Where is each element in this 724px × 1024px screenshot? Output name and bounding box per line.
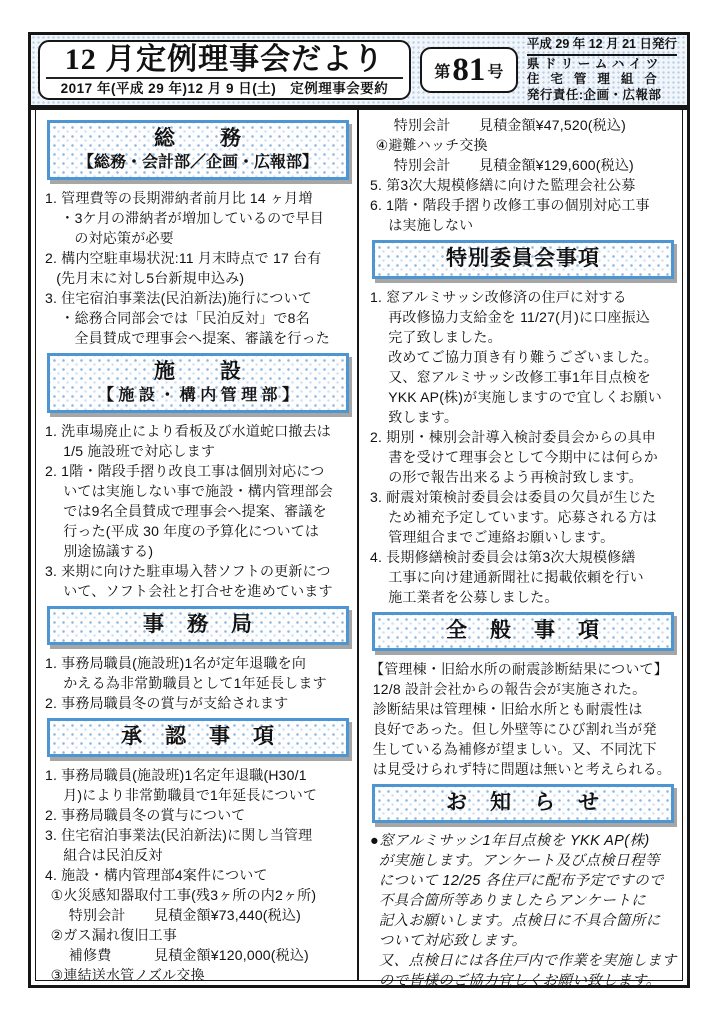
text-line: 特別会計 見積金額¥47,520(税込) bbox=[393, 117, 626, 133]
text-line: ①火災感知器取付工事(残3ヶ所の内2ヶ所) bbox=[50, 887, 317, 903]
text-line: 2. 期別・棟別会計導入検討委員会からの具申 bbox=[370, 429, 656, 445]
text-line: 記入お願いします。点検日に不具合箇所に bbox=[378, 913, 661, 929]
text-line: 生している為補修が望ましい。又、不同沈下 bbox=[372, 741, 657, 757]
newsletter-page bbox=[28, 32, 690, 988]
text-line: 12/8 設計会社からの報告会が実施された。 bbox=[372, 681, 647, 697]
text-line: ③連結送水管ノズル交換 bbox=[50, 967, 205, 983]
text-line: 組合は民泊反対 bbox=[63, 847, 163, 863]
title-box bbox=[38, 40, 411, 100]
text-line: ●窓アルミサッシ1年目点検を YKK AP(株) bbox=[370, 833, 650, 849]
text-line: ・総務合同部会では「民泊反対」で8名 bbox=[60, 310, 310, 326]
text-line: の対応策が必要 bbox=[74, 230, 174, 246]
text-line: は見受けられず特に問題は無いと考えられる。 bbox=[372, 761, 671, 777]
text-line: 3. 来期に向けた駐車場入替ソフトの更新につ bbox=[45, 563, 331, 579]
text-line: ついて対応致します。 bbox=[378, 933, 527, 949]
page-title: 12 月定例理事会だより bbox=[64, 42, 385, 76]
text-block bbox=[370, 831, 677, 991]
text-line: 工事に向け建通新聞社に掲載依頼を行い bbox=[388, 569, 644, 585]
text-block bbox=[45, 421, 352, 601]
text-line: いて、ソフト会社と打合せを進めています bbox=[63, 583, 333, 599]
text-line: 6. 1階・階段手摺り改修工事の個別対応工事 bbox=[370, 197, 650, 213]
publish-date: 平成 29 年 12 月 21 日発行 bbox=[527, 37, 677, 56]
text-line: は実施しない bbox=[388, 217, 474, 233]
text-line: (先月末に対し5台新規申込み) bbox=[56, 270, 245, 286]
column-right bbox=[357, 110, 682, 989]
text-line: 【管理棟・旧給水所の耐震診断結果について】 bbox=[370, 661, 668, 677]
text-line: 再改修協力支給金を 11/27(月)に口座振込 bbox=[388, 309, 650, 325]
section-title: 総 務 bbox=[154, 127, 242, 150]
section-heading-oshirase bbox=[372, 784, 674, 823]
section-title: 特別委員会事項 bbox=[446, 247, 600, 270]
text-line: かえる為非常勤職員として1年延長します bbox=[63, 675, 327, 691]
section-heading-soumu bbox=[47, 120, 349, 180]
text-line: ため補充予定しています。応募される方は bbox=[388, 509, 657, 525]
page-subtitle: 2017 年(平成 29 年)12 月 9 日(土) 定例理事会要約 bbox=[60, 80, 389, 96]
text-line: 2. 構内空駐車場状況:11 月末時点で 17 台有 bbox=[45, 250, 322, 266]
text-line: 5. 第3次大規模修繕に向けた監理会社公募 bbox=[370, 177, 636, 193]
text-line: 又、窓アルミサッシ改修工事1年目点検を bbox=[388, 369, 651, 385]
section-heading-shisetsu bbox=[47, 353, 349, 413]
text-line: 月)により非常勤職員で1年延長について bbox=[63, 787, 318, 803]
text-line: 3. 住宅宿泊事業法(民泊新法)施行について bbox=[45, 290, 313, 306]
text-line: 1/5 施設班で対応します bbox=[63, 443, 216, 459]
text-line: YKK AP(株)が実施しますので宜しくお願い bbox=[388, 389, 662, 405]
text-line: 施工業者を公募しました。 bbox=[388, 589, 559, 605]
text-line: について 12/25 各住戸に配布予定ですので bbox=[378, 873, 664, 889]
text-line: 4. 長期修繕検討委員会は第3次大規模修繕 bbox=[370, 549, 636, 565]
text-line: 1. 事務局職員(施設班)1名が定年退職を向 bbox=[45, 655, 307, 671]
header-band bbox=[31, 35, 687, 110]
text-line: 3. 耐震対策検討委員会は委員の欠員が生じた bbox=[370, 489, 656, 505]
text-line: 致します。 bbox=[388, 409, 459, 425]
text-line: 1. 窓アルミサッシ改修済の住戸に対する bbox=[370, 289, 627, 305]
text-line: 3. 住宅宿泊事業法(民泊新法)に関し当管理 bbox=[45, 827, 313, 843]
text-line: 2. 事務局職員冬の賞与について bbox=[45, 807, 246, 823]
text-line: 行った(平成 30 年度の予算化については bbox=[63, 523, 320, 539]
text-block bbox=[370, 115, 677, 235]
text-line: 2. 事務局職員冬の賞与が支給されます bbox=[45, 695, 289, 711]
text-block bbox=[370, 659, 677, 779]
text-line: 診断結果は管理棟・旧給水所とも耐震性は bbox=[372, 701, 643, 717]
text-line: 特別会計 見積金額¥73,440(税込) bbox=[68, 907, 301, 923]
text-line: では9名全員賛成で理事会へ提案、審議を bbox=[63, 503, 327, 519]
publisher-block bbox=[527, 37, 680, 103]
text-line: 不具合箇所等ありましたらアンケートに bbox=[378, 893, 647, 909]
issue-number-box bbox=[420, 47, 518, 93]
issue-prefix: 第 bbox=[434, 63, 451, 81]
text-block bbox=[45, 765, 352, 985]
text-line: 別途協議する) bbox=[63, 543, 154, 559]
section-title: お 知 ら せ bbox=[446, 791, 600, 814]
body-box bbox=[35, 110, 683, 989]
section-heading-zenpan bbox=[372, 612, 674, 651]
text-line: の形で報告出来るよう再検討致します。 bbox=[388, 469, 643, 485]
issue-suffix: 号 bbox=[487, 63, 504, 81]
text-line: ・3ケ月の滞納者が増加しているので早目 bbox=[60, 210, 324, 226]
text-line: 1. 洗車場廃止により看板及び水道蛇口撤去は bbox=[45, 423, 331, 439]
text-line: ④避難ハッチ交換 bbox=[375, 137, 488, 153]
text-line: 2. 1階・階段手摺り改良工事は個別対応につ bbox=[45, 463, 325, 479]
section-title: 全 般 事 項 bbox=[446, 619, 600, 642]
issue-number: 81 bbox=[452, 51, 486, 88]
text-line: 良好であった。但し外壁等にひび割れ当が発 bbox=[372, 721, 657, 737]
text-line: 改めてご協力頂き有り難うございました。 bbox=[388, 349, 658, 365]
text-line: ②ガス漏れ復旧工事 bbox=[50, 927, 177, 943]
publisher-org-name: 県ドリームハイツ bbox=[526, 56, 663, 71]
section-title: 施 設 bbox=[154, 360, 242, 383]
text-line: 補修費 見積金額¥120,000(税込) bbox=[68, 947, 309, 963]
text-line: 1. 管理費等の長期滞納者前月比 14 ヶ月増 bbox=[45, 190, 313, 206]
text-block bbox=[45, 653, 352, 713]
section-title: 承 認 事 項 bbox=[121, 725, 275, 748]
publisher-responsible: 発行責任:企画・広報部 bbox=[526, 87, 662, 102]
section-title: 事 務 局 bbox=[143, 613, 253, 636]
text-line: 又、点検日には各住戸内で作業を実施します bbox=[378, 953, 677, 969]
text-line: いては実施しない事で施設・構内管理部会 bbox=[63, 483, 333, 499]
text-line: 管理組合までご連絡お願いします。 bbox=[388, 529, 615, 545]
publisher-org-unit: 住宅管理組合 bbox=[526, 72, 668, 86]
section-heading-tokubetsu bbox=[372, 240, 674, 279]
text-line: 完了致しました。 bbox=[388, 329, 502, 345]
text-line: 4. 施設・構内管理部4案件について bbox=[45, 867, 268, 883]
text-line: 1. 事務局職員(施設班)1名定年退職(H30/1 bbox=[45, 767, 307, 783]
text-line: 全員賛成で理事会へ提案、審議を行った bbox=[74, 330, 330, 346]
section-subtitle: 【 施 設 ・ 構 内 管 理 部 】 bbox=[97, 387, 298, 404]
column-left bbox=[36, 110, 357, 983]
text-block bbox=[370, 287, 677, 607]
text-line: 書を受けて理事会として今期中には何らか bbox=[388, 449, 658, 465]
section-subtitle: 【総務・会計部／企画・広報部】 bbox=[77, 154, 318, 171]
section-heading-shounin bbox=[47, 718, 349, 757]
text-line: ので皆様のご協力宜しくお願い致します。 bbox=[378, 973, 661, 989]
text-block bbox=[45, 188, 352, 348]
text-line: 特別会計 見積金額¥129,600(税込) bbox=[393, 157, 634, 173]
section-heading-jimukyoku bbox=[47, 606, 349, 645]
text-line: が実施します。アンケート及び点検日程等 bbox=[378, 853, 660, 869]
